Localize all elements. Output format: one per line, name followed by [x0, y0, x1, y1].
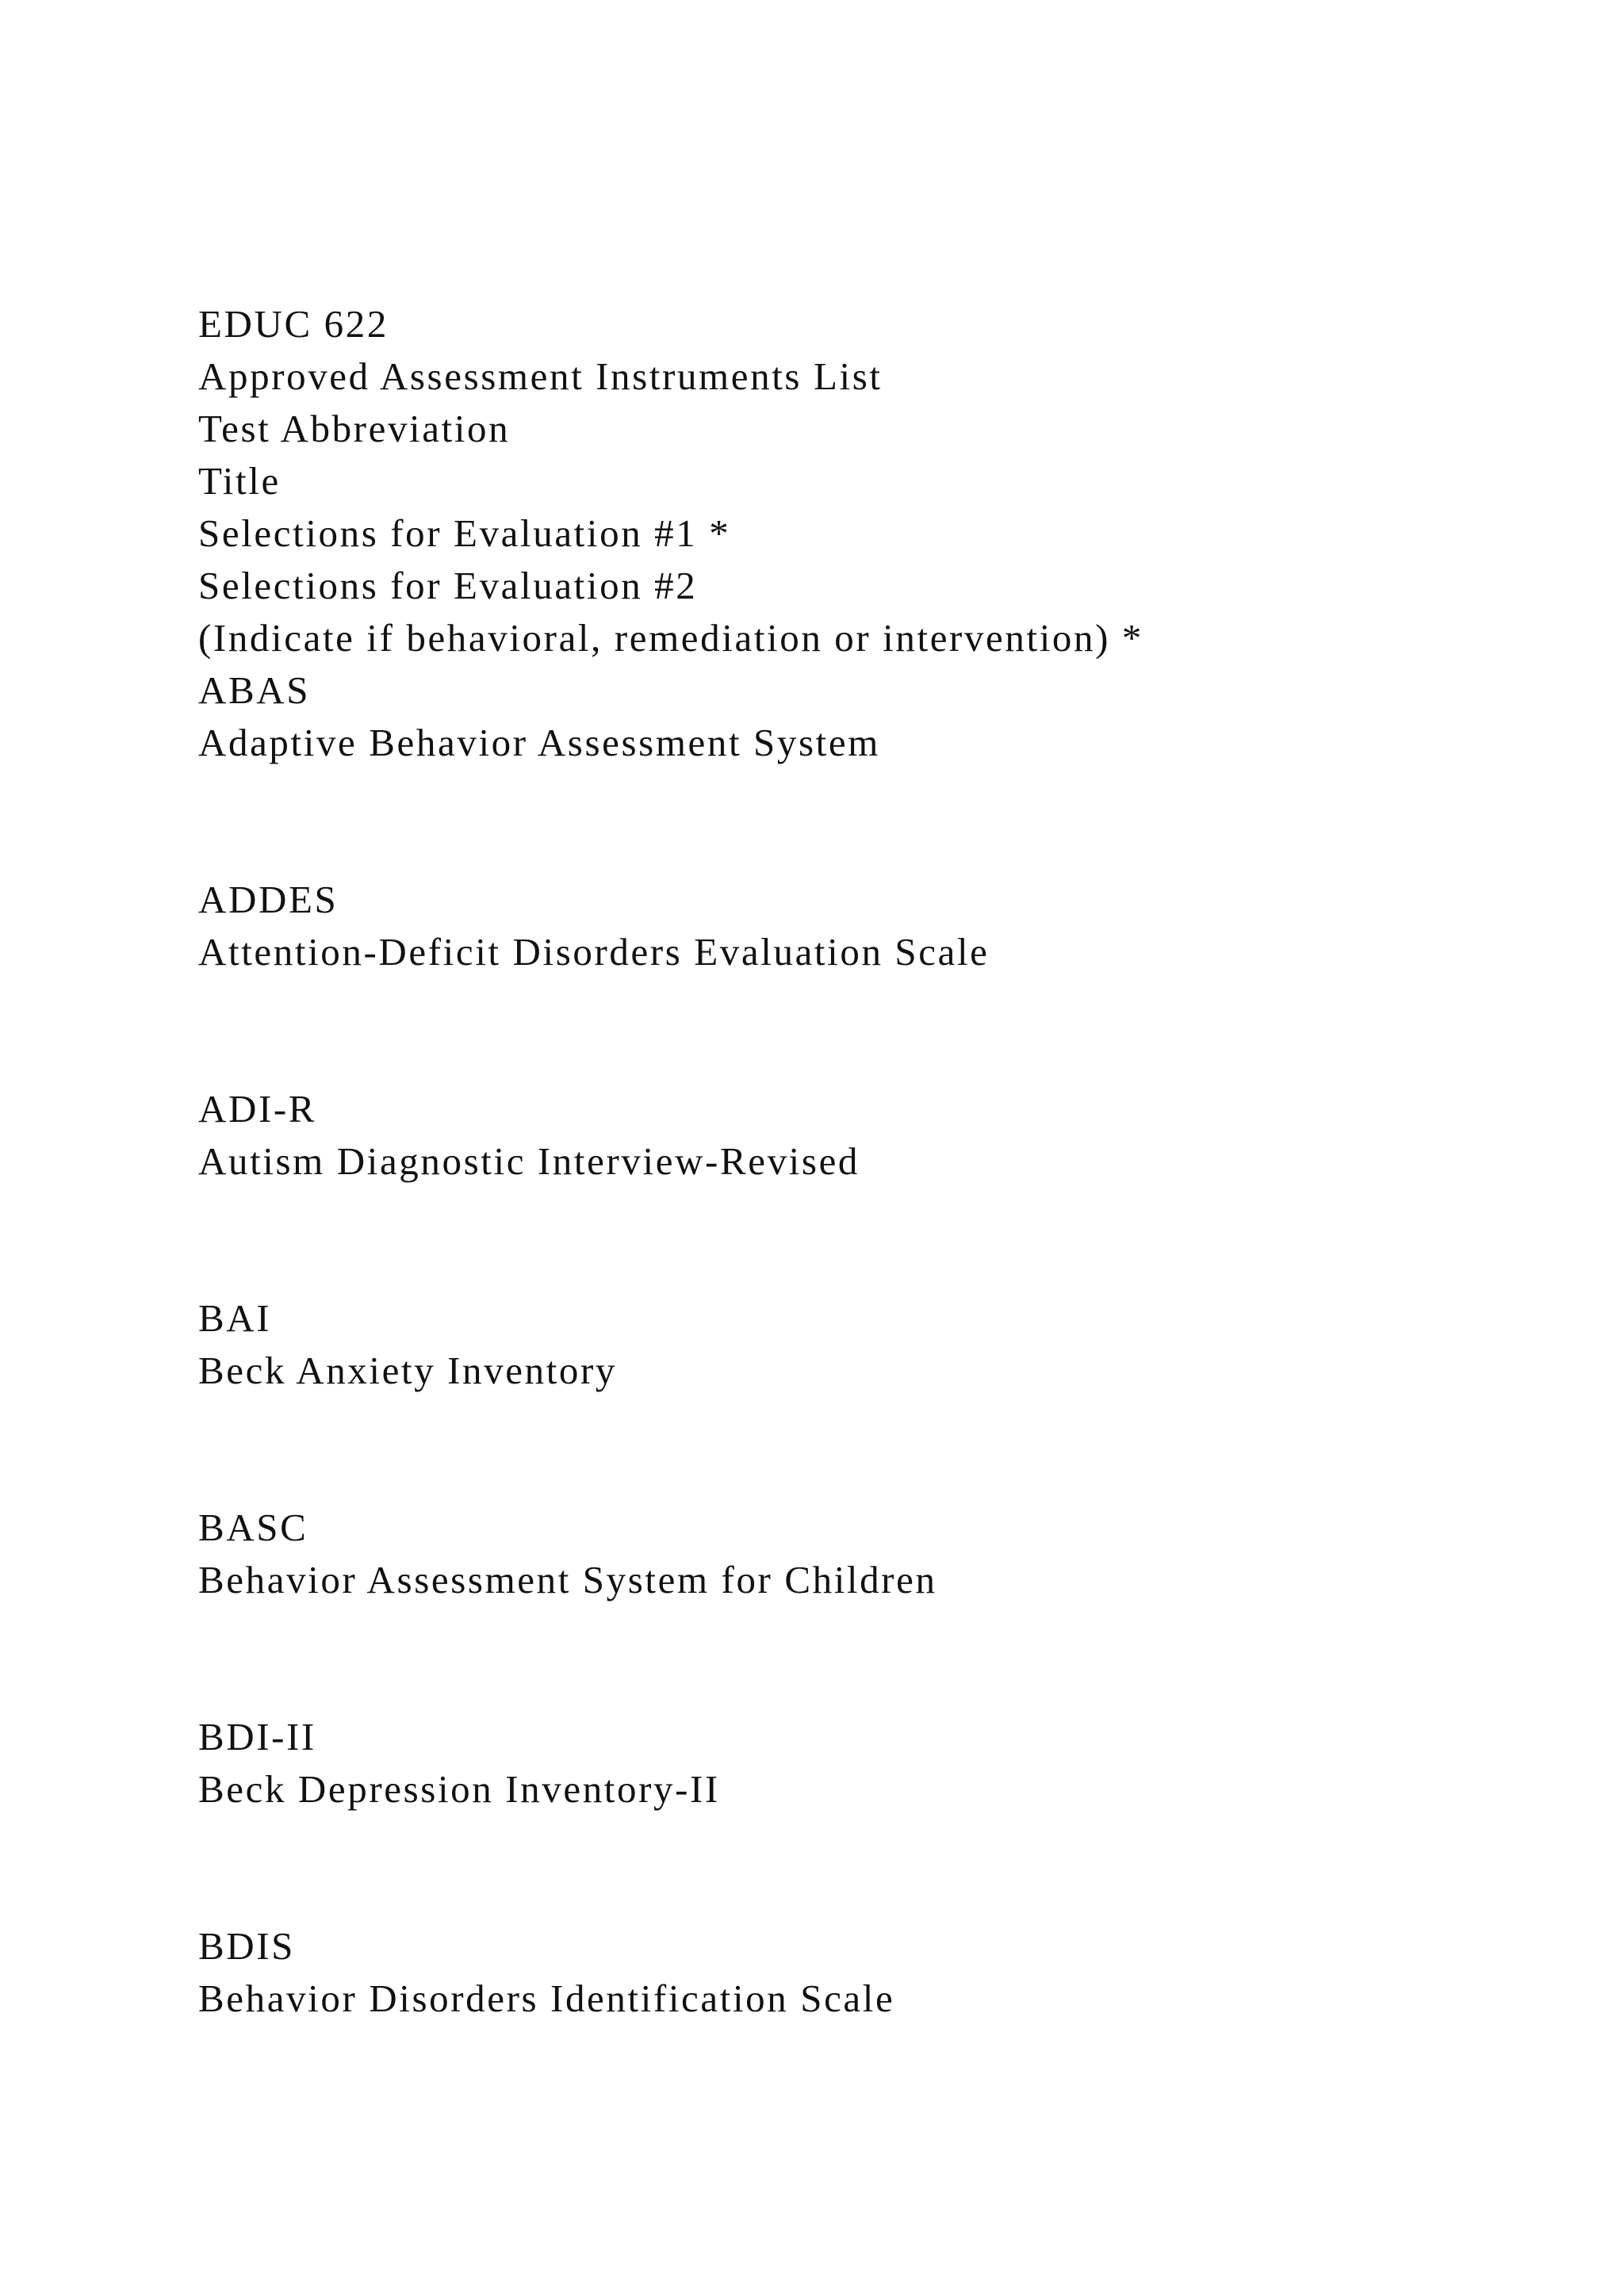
instrument-title: Beck Depression Inventory-II [198, 1767, 720, 1811]
instrument-abbreviation: ADDES [198, 878, 339, 921]
instrument-entry [198, 1292, 1546, 1397]
instrument-title: Beck Anxiety Inventory [198, 1349, 618, 1392]
document-page [198, 298, 1546, 2025]
course-code: EDUC 622 [198, 302, 389, 346]
instrument-entry [198, 1502, 1546, 1606]
column-header-abbreviation: Test Abbreviation [198, 407, 511, 450]
column-header-evaluation-1: Selections for Evaluation #1 * [198, 511, 731, 555]
instrument-entry [198, 1711, 1546, 1816]
instrument-title: Autism Diagnostic Interview-Revised [198, 1139, 860, 1183]
instrument-abbreviation: BAI [198, 1296, 272, 1340]
instrument-abbreviation: ABAS [198, 668, 311, 712]
instrument-abbreviation: BASC [198, 1506, 308, 1549]
column-header-evaluation-2: Selections for Evaluation #2 [198, 564, 698, 607]
instrument-title: Attention-Deficit Disorders Evaluation Scale [198, 930, 990, 974]
instrument-title: Behavior Assessment System for Children [198, 1558, 937, 1601]
instrument-abbreviation: BDI-II [198, 1715, 316, 1758]
instrument-entry [198, 874, 1546, 978]
column-header-evaluation-2-note: (Indicate if behavioral, remediation or intervention) * [198, 616, 1144, 660]
instrument-abbreviation: ADI-R [198, 1087, 317, 1131]
instrument-entry [198, 1083, 1546, 1188]
instrument-entry [198, 664, 1546, 769]
list-title: Approved Assessment Instruments List [198, 354, 883, 398]
instrument-title: Behavior Disorders Identification Scale [198, 1976, 895, 2020]
instrument-abbreviation: BDIS [198, 1924, 296, 1968]
instrument-title: Adaptive Behavior Assessment System [198, 721, 880, 764]
instrument-entry [198, 1920, 1546, 2025]
column-header-title: Title [198, 459, 281, 503]
